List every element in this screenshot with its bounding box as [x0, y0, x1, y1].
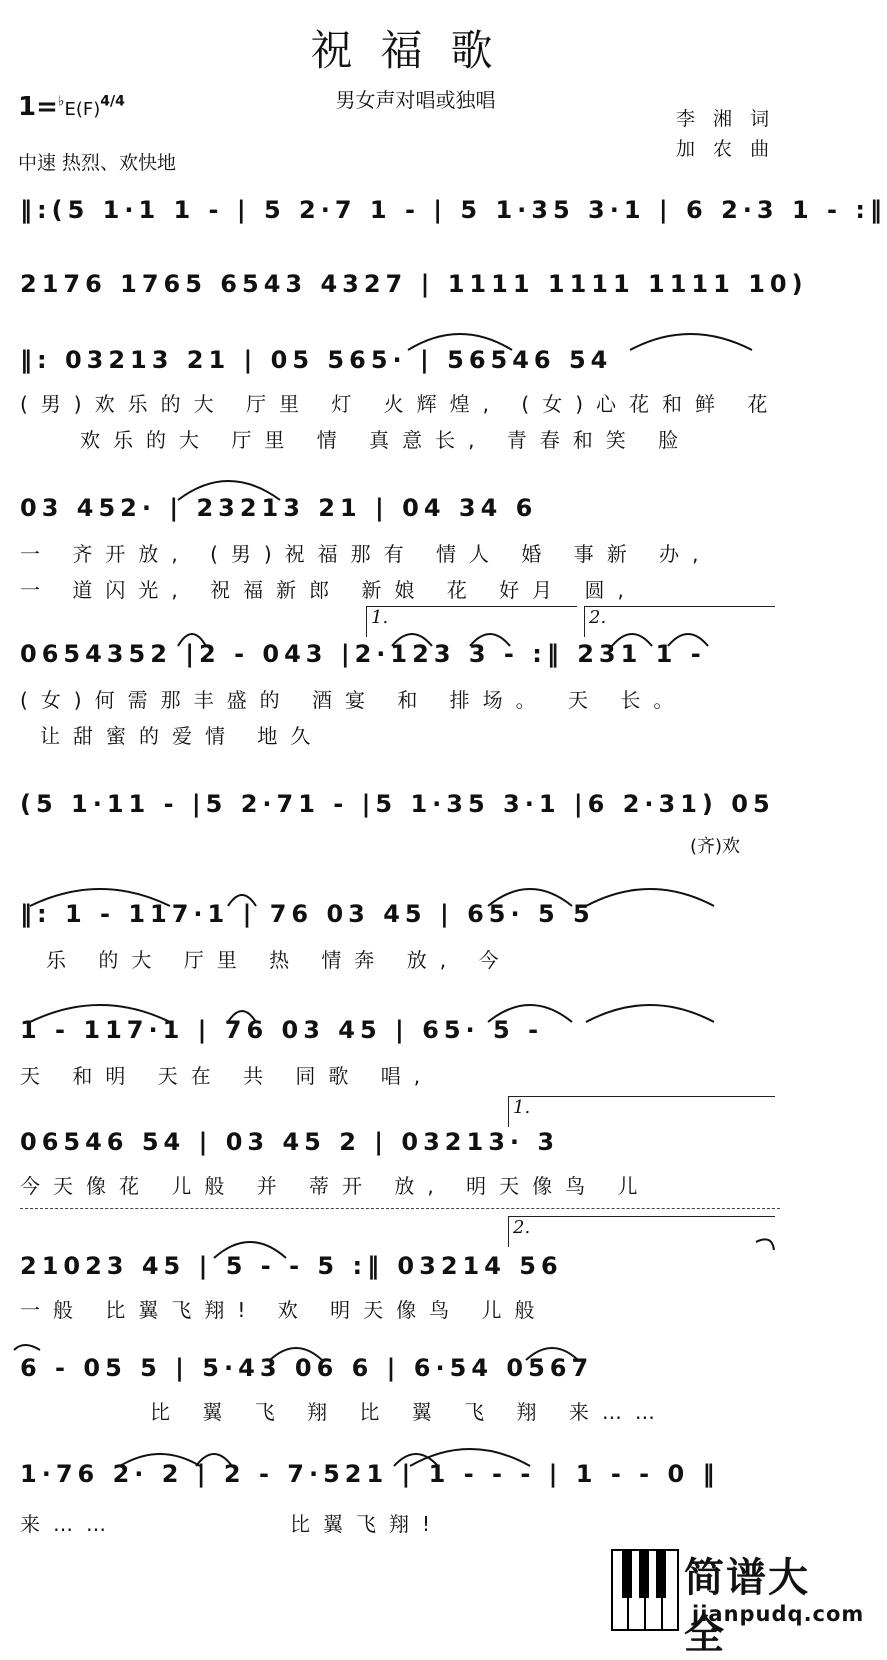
slur [228, 1011, 256, 1022]
watermark-url: jianpudq.com [692, 1602, 865, 1626]
slur [612, 634, 652, 646]
volta-2-label: 2. [589, 607, 607, 628]
score-row-12-lyric-1: 来…… [20, 1512, 119, 1536]
slur [14, 1345, 40, 1350]
slur [668, 634, 708, 646]
tempo-marking: 中速 热烈、欢快地 [18, 152, 177, 174]
slur [392, 634, 432, 646]
slur [196, 1454, 232, 1466]
score-row-10-notes: 21023 45 | 5 - - 5 :‖ 03214 56 [20, 1252, 563, 1280]
slur [586, 889, 714, 906]
score-row-10-lyric: 一般 比翼飞翔! 欢 明天像鸟 儿般 [20, 1298, 548, 1322]
slur [228, 895, 256, 906]
slur [756, 1239, 774, 1250]
score-row-7-lyric: 乐 的大 厅里 热 情奔 放, 今 [46, 948, 512, 972]
score-row-11-lyric: 比 翼 飞 翔 比 翼 飞 翔 来…… [150, 1400, 668, 1424]
score-row-1-notes: ‖:(5 1·1 1 - | 5 2·7 1 - | 5 1·35 3·1 | 6 2·3 1 - :‖ [20, 196, 887, 224]
slur [526, 1348, 578, 1360]
score-row-5-lyric-2: 让甜蜜的爱情 地久 [40, 724, 324, 748]
score-row-3-lyric-1: (男)欢乐的大 厅里 灯 火辉煌, (女)心花和鲜 花 [20, 392, 781, 416]
score-row-2-notes: 2176 1765 6543 4327 | 1111 1111 1111 10) [20, 270, 808, 298]
score-row-12-notes: 1·76 2· 2 | 2 - 7·521 | 1 - - - | 1 - - 0 ‖ [20, 1460, 720, 1488]
score-row-6-lyric: (齐)欢 [690, 836, 741, 857]
score-row-4-notes: 03 452· | 23213 21 | 04 34 6 [20, 494, 538, 522]
score-row-12-lyric-2: 比翼飞翔! [290, 1512, 444, 1536]
volta-1-label: 1. [371, 607, 389, 628]
volta-4-label: 2. [513, 1217, 531, 1238]
watermark-logo [608, 1544, 865, 1658]
song-subtitle: 男女声对唱或独唱 [335, 88, 496, 112]
lyricist: 李 湘 词 [676, 108, 776, 130]
volta-3-label: 1. [513, 1097, 531, 1118]
key-prefix: 1= [18, 92, 58, 122]
score-row-4-lyric-2: 一 道闪光, 祝福新郎 新娘 花 好月 圆, [20, 578, 637, 602]
slur [470, 634, 510, 646]
slur [586, 1005, 714, 1022]
slur [178, 481, 280, 500]
slur [408, 334, 512, 350]
slur [488, 1005, 572, 1022]
slur [178, 634, 206, 646]
slur [270, 1348, 322, 1360]
score-row-3-lyric-2: 欢乐的大 厅里 情 真意长, 青春和笑 脸 [80, 428, 692, 452]
score-row-8-notes: 1 - 117·1 | 76 03 45 | 65· 5 - [20, 1016, 544, 1044]
score-row-5-lyric-1: (女)何需那丰盛的 酒宴 和 排场。 天 长。 [20, 688, 687, 712]
score-row-3-notes: ‖: 03213 21 | 05 565· | 56546 54 [20, 346, 613, 374]
time-signature: 4/4 [100, 93, 125, 110]
score-row-7-notes: ‖: 1 - 117·1 | 76 03 45 | 65· 5 5 [20, 900, 595, 928]
slur [30, 889, 170, 906]
composer: 加 农 曲 [676, 138, 776, 160]
slur [214, 1242, 286, 1258]
score-row-6-notes: (5 1·11 - |5 2·71 - |5 1·35 3·1 |6 2·31) 05 [20, 790, 775, 818]
score-row-8-lyric: 天 和明 天在 共 同歌 唱, [20, 1064, 434, 1088]
score-row-9-notes: 06546 54 | 03 45 2 | 03213· 3 [20, 1128, 560, 1156]
score-row-4-lyric-1: 一 齐开放, (男)祝福那有 情人 婚 事新 办, [20, 542, 712, 566]
flat-sign: ♭ [57, 93, 65, 110]
slur [630, 334, 752, 350]
score-row-11-notes: 6 - 05 5 | 5·43 06 6 | 6·54 0567 [20, 1354, 594, 1382]
slur [120, 1454, 200, 1466]
watermark-text: 简谱大全 [684, 1555, 810, 1658]
piano-keys-icon [612, 1550, 678, 1630]
slur [30, 1005, 170, 1022]
slur [488, 889, 572, 906]
score-row-9-lyric: 今天像花 儿般 并 蒂开 放, 明天像鸟 儿 [20, 1174, 651, 1198]
song-title: 祝福歌 [310, 26, 521, 75]
score-row-5-notes: 0654352 |2 - 043 |2·123 3 - :‖ 231 1 - [20, 640, 706, 668]
key-note: E(F) [64, 99, 101, 120]
